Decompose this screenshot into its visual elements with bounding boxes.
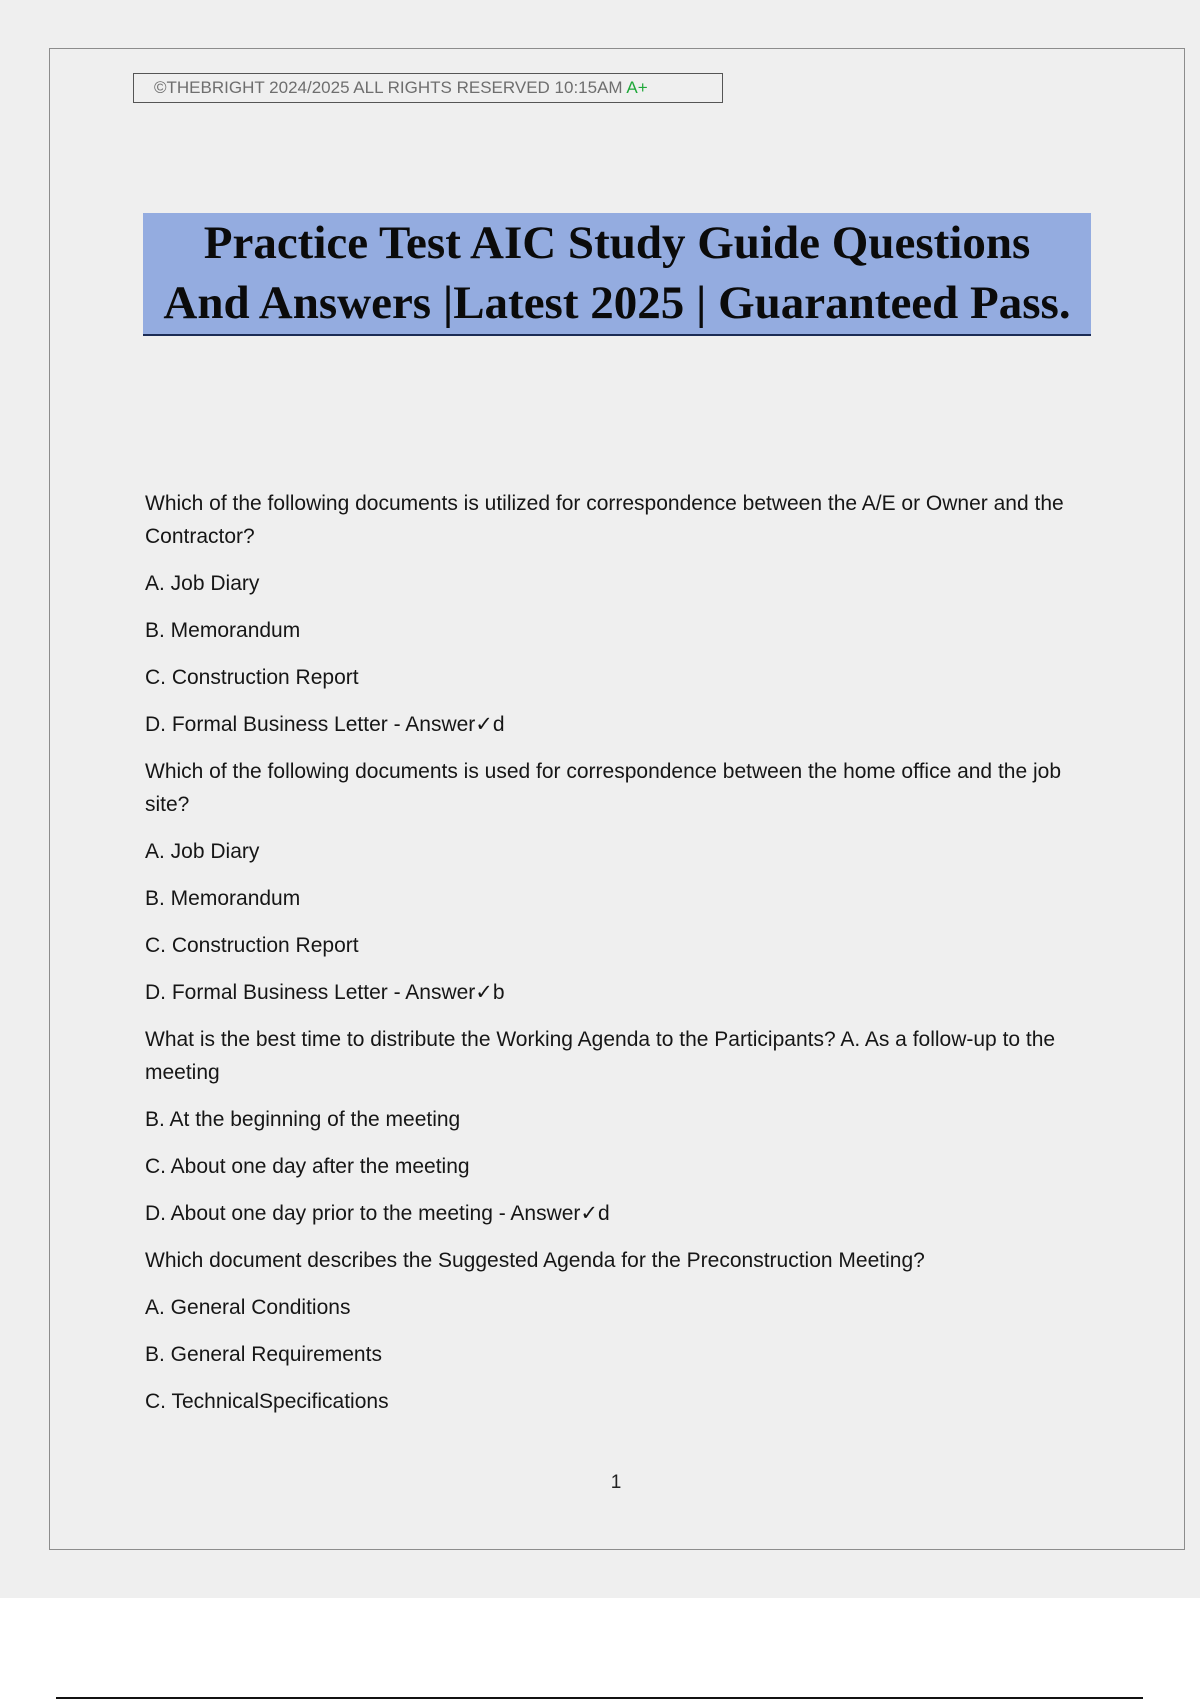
question-text: Which of the following documents is utilized for correspondence between the A/E or Owner and the Contractor? — [145, 492, 1064, 548]
answer-option-correct — [145, 1197, 1095, 1230]
answer-letter: d — [492, 713, 505, 736]
answer-option: A. General Conditions — [145, 1296, 351, 1319]
question-text: Which of the following documents is used for correspondence between the home office and the job site? — [145, 760, 1062, 816]
answer-label: D. Formal Business Letter - Answer — [145, 981, 476, 1004]
answer-option: A. Job Diary — [145, 840, 260, 863]
questions-content — [145, 487, 1095, 1432]
answer-label: D. About one day prior to the meeting - Answer — [145, 1202, 581, 1225]
answer-option: A. Job Diary — [145, 572, 260, 595]
answer-letter: b — [492, 981, 505, 1004]
copyright-text: ©THEBRIGHT 2024/2025 ALL RIGHTS RESERVED 10:15AM — [154, 78, 623, 97]
check-icon: ✓ — [475, 713, 493, 736]
title-line-1: Practice Test AIC Study Guide Questions — [203, 217, 1031, 269]
answer-option: B. Memorandum — [145, 619, 301, 642]
answer-option: B. At the beginning of the meeting — [145, 1108, 461, 1131]
grade-badge: A+ — [626, 78, 648, 97]
answer-option-correct — [145, 976, 1095, 1009]
answer-option: B. Memorandum — [145, 887, 301, 910]
copyright-header — [133, 73, 723, 103]
check-icon: ✓ — [580, 1202, 599, 1225]
answer-option: C. Construction Report — [145, 934, 359, 957]
answer-option-correct — [145, 708, 1095, 741]
document-title — [143, 213, 1091, 336]
page-number: 1 — [610, 1472, 622, 1493]
bottom-divider — [56, 1697, 1143, 1699]
answer-option: B. General Requirements — [145, 1343, 382, 1366]
answer-option: C. TechnicalSpecifications — [145, 1390, 389, 1413]
answer-letter: d — [598, 1202, 610, 1225]
title-line-2: And Answers |Latest 2025 | Guaranteed Pass. — [163, 277, 1071, 329]
check-icon: ✓ — [475, 981, 493, 1004]
question-text: What is the best time to distribute the Working Agenda to the Participants? A. As a follow-up to the meeting — [145, 1028, 1056, 1084]
question-text: Which document describes the Suggested Agenda for the Preconstruction Meeting? — [145, 1249, 925, 1272]
answer-option: C. Construction Report — [145, 666, 359, 689]
answer-label: D. Formal Business Letter - Answer — [145, 713, 476, 736]
answer-option: C. About one day after the meeting — [145, 1155, 470, 1178]
